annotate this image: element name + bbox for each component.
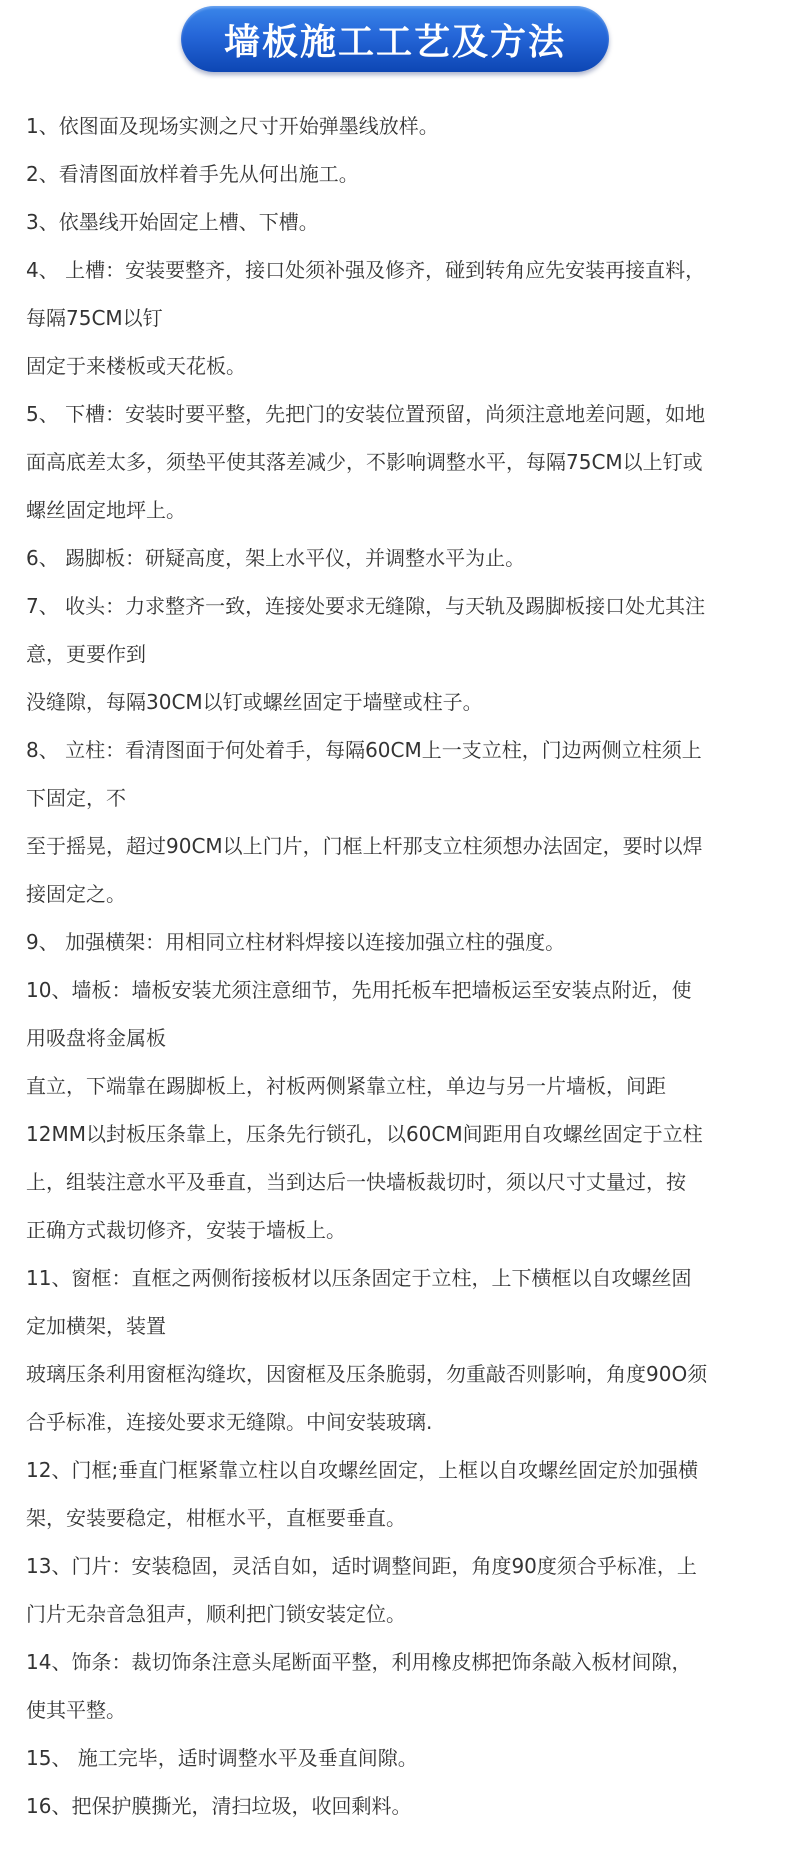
text-line: 3、依墨线开始固定上槽、下槽。 [26,210,319,234]
text-line: 15、 施工完毕，适时调整水平及垂直间隙。 [26,1746,418,1770]
text-line: 9、 加强横架：用相同立柱材料焊接以连接加强立柱的强度。 [26,930,566,954]
text-line: 面高底差太多，须垫平使其落差减少，不影响调整水平，每隔75CM以上钉或 [26,450,703,474]
title-pill [181,6,609,72]
text-line: 14、饰条：裁切饰条注意头尾断面平整，利用橡皮梆把饰条敲入板材间隙， [26,1650,692,1674]
text-line: 合乎标准，连接处要求无缝隙。中间安装玻璃. [26,1410,433,1434]
text-line: 直立，下端靠在踢脚板上，衬板两侧紧靠立柱，单边与另一片墙板，间距 [26,1074,666,1098]
text-line: 至于摇晃，超过90CM以上门片，门框上杆那支立柱须想办法固定，要时以焊 [26,834,703,858]
text-line: 13、门片：安装稳固，灵活自如，适时调整间距，角度90度须合乎标准，上 [26,1554,697,1578]
text-line: 16、把保护膜撕光，清扫垃圾，收回剩料。 [26,1794,412,1818]
text-line: 下固定，不 [26,786,126,810]
text-line: 4、 上槽：安装要整齐，接口处须补强及修齐，碰到转角应先安装再接直料， [26,258,706,282]
text-line: 6、 踢脚板：研疑高度，架上水平仪，并调整水平为止。 [26,546,526,570]
text-line: 上，组装注意水平及垂直，当到达后一快墙板裁切时，须以尺寸丈量过，按 [26,1170,686,1194]
text-line: 12MM以封板压条靠上，压条先行锁孔，以60CM间距用自攻螺丝固定于立柱 [26,1122,703,1146]
text-line: 8、 立柱：看清图面于何处着手，每隔60CM上一支立柱，门边两侧立柱须上 [26,738,702,762]
text-line: 门片无杂音急狙声，顺利把门锁安装定位。 [26,1602,406,1626]
text-line: 固定于来楼板或天花板。 [26,354,246,378]
text-line: 2、看清图面放样着手先从何出施工。 [26,162,359,186]
title-banner [0,6,790,72]
text-line: 玻璃压条利用窗框沟缝坎，因窗框及压条脆弱，勿重敲否则影响，角度90O须 [26,1362,708,1386]
text-line: 5、 下槽：安装时要平整，先把门的安装位置预留，尚须注意地差问题，如地 [26,402,706,426]
text-line: 7、 收头：力求整齐一致，连接处要求无缝隙，与天轨及踢脚板接口处尤其注 [26,594,706,618]
procedure-list [26,102,782,1830]
text-line: 接固定之。 [26,882,126,906]
text-line: 1、依图面及现场实测之尺寸开始弹墨线放样。 [26,114,439,138]
text-line: 意，更要作到 [26,642,146,666]
text-line: 11、窗框：直框之两侧衔接板材以压条固定于立柱，上下横框以自攻螺丝固 [26,1266,692,1290]
text-line: 螺丝固定地坪上。 [26,498,186,522]
text-line: 12、门框;垂直门框紧靠立柱以自攻螺丝固定，上框以自攻螺丝固定於加强横 [26,1458,699,1482]
text-line: 用吸盘将金属板 [26,1026,166,1050]
text-line: 定加横架，装置 [26,1314,166,1338]
text-line: 使其平整。 [26,1698,126,1722]
text-line: 没缝隙，每隔30CM以钉或螺丝固定于墙壁或柱子。 [26,690,483,714]
text-line: 每隔75CM以钉 [26,306,163,330]
text-line: 10、墙板：墙板安装尤须注意细节，先用托板车把墙板运至安装点附近，使 [26,978,692,1002]
text-line: 正确方式裁切修齐，安装于墙板上。 [26,1218,346,1242]
text-line: 架，安装要稳定，柑框水平，直框要垂直。 [26,1506,406,1530]
page-title: 墙板施工工艺及方法 [223,21,566,63]
